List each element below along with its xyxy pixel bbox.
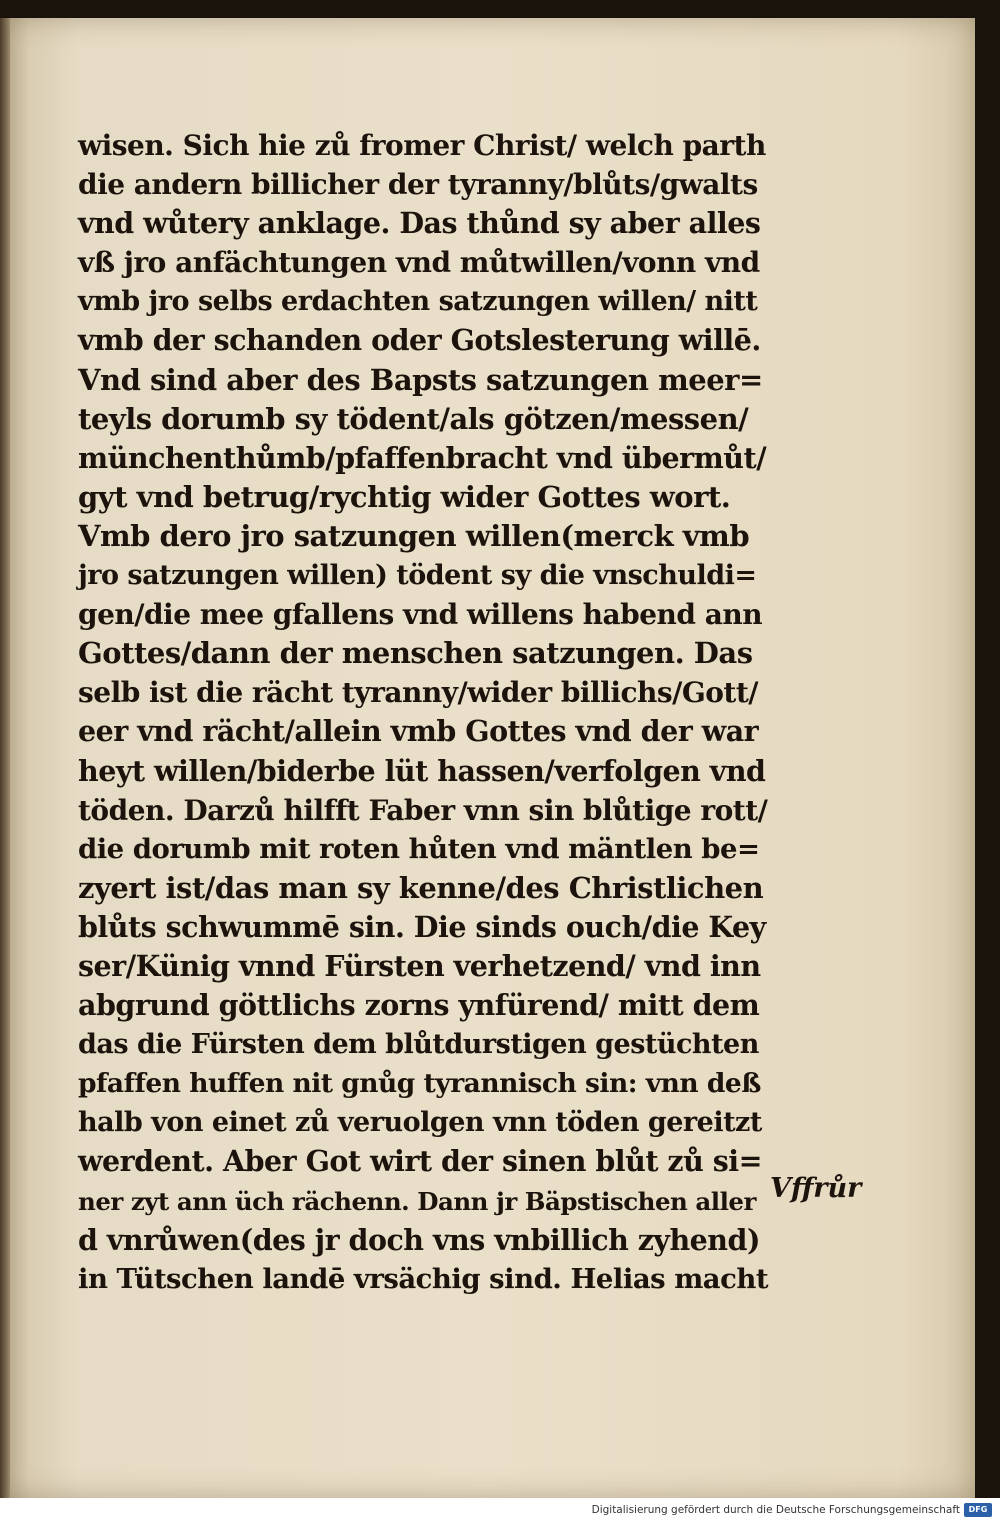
text-line-17: heyt willen/biderbe lüt hassen/verfolgen vnd <box>78 753 766 788</box>
text-line-4: vß jro anfächtungen vnd můtwillen/vonn vnd <box>78 246 760 280</box>
text-line-30: in Tütschen landē vrsächig sind. Helias macht <box>78 1262 769 1295</box>
footer-credit: Digitalisierung gefördert durch die Deutsche Forschungsgemeinschaft <box>591 1504 960 1516</box>
text-line-10: gyt vnd betrug/rychtig wider Gottes wort. <box>78 479 731 514</box>
text-line-22: ser/Künig vnnd Fürsten verhetzend/ vnd inn <box>78 948 761 983</box>
text-line-14: Gottes/dann der menschen satzungen. Das <box>78 636 753 671</box>
text-line-16: eer vnd rächt/allein vmb Gottes vnd der war <box>78 714 759 749</box>
text-line-6: vmb der schanden oder Gotslesterung willē. <box>78 323 761 358</box>
text-line-2: die andern billicher der tyranny/blůts/gwalts <box>78 168 758 202</box>
page-text-block <box>78 126 768 1299</box>
text-line-9: münchenthůmb/pfaffenbracht vnd übermůt/ <box>78 440 767 475</box>
text-line-28: ner zyt ann üch rächenn. Dann jr Bäpstischen aller <box>78 1186 756 1216</box>
text-line-18: töden. Darzů hilfft Faber vnn sin blůtige rott/ <box>78 793 768 827</box>
text-line-11: Vmb dero jro satzungen willen(merck vmb <box>78 518 750 553</box>
text-line-15: selb ist die rächt tyranny/wider billichs/Gott/ <box>78 676 759 710</box>
text-line-8: teyls dorumb sy tödent/als götzen/messen/ <box>78 401 749 436</box>
text-line-23: abgrund göttlichs zorns ynfürend/ mitt dem <box>78 988 760 1023</box>
text-line-13: gen/die mee gfallens vnd willens habend ann <box>78 598 763 632</box>
text-line-26: halb von einet zů veruolgen vnn töden gereitzt <box>78 1107 762 1139</box>
footer-bar <box>0 1498 1000 1523</box>
page-binding-edge <box>0 18 10 1498</box>
text-line-3: vnd wůtery anklage. Das thůnd sy aber alles <box>78 206 761 241</box>
text-line-12: jro satzungen willen) tödent sy die vnschuldi= <box>78 560 757 592</box>
text-line-27: werdent. Aber Got wirt der sinen blůt zů si= <box>78 1144 762 1179</box>
dfg-logo: DFG <box>964 1503 992 1517</box>
text-line-19: die dorumb mit roten hůten vnd mäntlen be= <box>78 832 760 865</box>
text-line-20: zyert ist/das man sy kenne/des Christlichen <box>78 870 764 905</box>
text-line-29: d vnrůwen(des jr doch vns vnbillich zyhend) <box>78 1222 760 1257</box>
text-line-7: Vnd sind aber des Bapsts satzungen meer= <box>78 362 763 397</box>
text-line-1: wisen. Sich hie zů fromer Christ/ welch parth <box>78 129 766 162</box>
marginal-note: Vffrůr <box>770 1173 862 1204</box>
text-line-5: vmb jro selbs erdachten satzungen willen/ nitt <box>78 286 758 318</box>
text-line-24: das die Fürsten dem blůtdurstigen gestüchten <box>78 1029 759 1061</box>
text-line-25: pfaffen huffen nit gnůg tyrannisch sin: vnn deß <box>78 1068 761 1100</box>
text-line-21: blůts schwummē sin. Die sinds ouch/die Key <box>78 909 766 944</box>
